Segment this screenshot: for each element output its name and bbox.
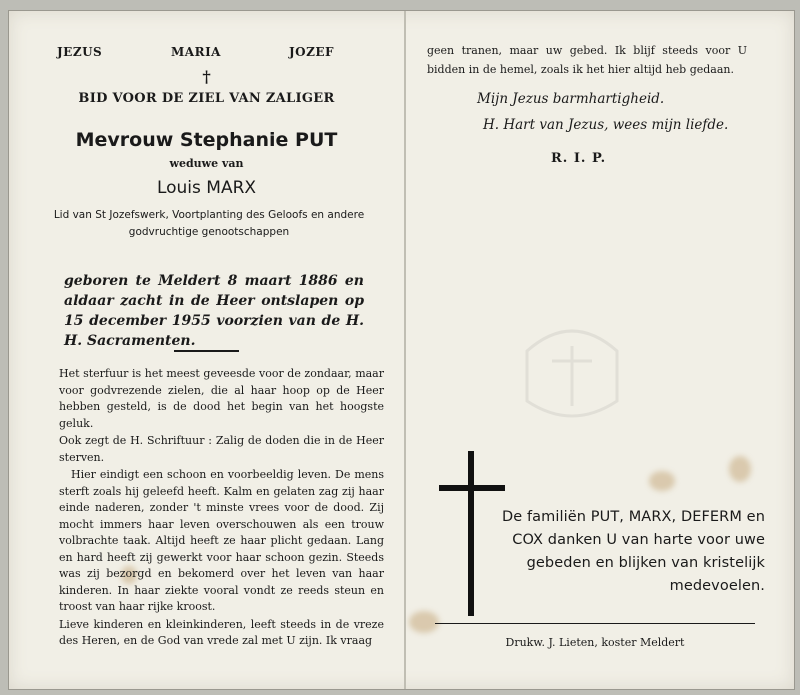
card-fold [404, 11, 406, 689]
name-jozef: JOZEF [289, 45, 335, 59]
deceased-name: Mevrouw Stephanie PUT [75, 129, 338, 151]
husband-name: Louis MARX [156, 178, 257, 198]
memorial-card [8, 10, 795, 690]
widow-of-label: weduwe van [169, 157, 244, 170]
birth-death-text: geboren te Meldert 8 maart 1886 en aldaar zacht in de Heer ontslapen op 15 december 1955 voorzien van de H. H. Sacramenten. [64, 273, 364, 349]
prayer-line-2: H. Hart van Jezus, wees mijn liefde. [483, 117, 729, 133]
right-page [407, 11, 794, 689]
prayer-line-1: Mijn Jezus barmhartigheid. [477, 91, 665, 107]
printer-credit: Drukw. J. Lieten, koster Meldert [505, 636, 685, 649]
paragraph: Lieve kinderen en kleinkinderen, leeft steeds in de vreze des Heren, en de God van vrede zal met U zijn. Ik vraag [59, 617, 384, 647]
eulogy-text [59, 366, 384, 651]
prayer-heading: BID VOOR DE ZIEL VAN ZALIGER [78, 91, 335, 106]
rip-text: R. I. P. [551, 151, 607, 166]
continuation-text: geen tranen, maar uw gebed. Ik blijf steeds voor U bidden in de hemel, zoals ik het hier altijd heb gedaan. [427, 44, 747, 76]
faint-emblem-watermark [507, 311, 637, 431]
paragraph: Hier eindigt een schoon en voorbeeldig leven. De mens sterft zoals hij geleefd heeft. Kalm en gelaten zag zij haar einde naderen, zonder 't minste vrees voor de dood. Zij mocht immers haar leven overschouwen als een trouw volbrachte taak. Altijd heeft ze haar plicht gedaan. Lang en hard heeft zij gewerkt voor haar schoon gezin. Steeds was zij bezorgd en bekomerd over het leven van haar kinderen. In haar ziekte vooral vondt ze reeds steun en troost van haar rijke kroost. [59, 468, 384, 613]
paragraph: Ook zegt de H. Schriftuur : Zalig de doden die in de Heer sterven. [59, 434, 384, 464]
name-jezus: JEZUS [57, 45, 103, 59]
bottom-rule [435, 623, 755, 624]
family-thanks: De familiën PUT, MARX, DEFERM en COX danken U van harte voor uwe gebeden en blijken van kristelijk medevoelen. [501, 509, 765, 594]
small-cross-icon: † [202, 67, 211, 86]
left-page [9, 11, 404, 689]
name-maria: MARIA [171, 45, 221, 59]
paragraph: Het sterfuur is het meest geveesde voor de zondaar, maar voor godvrezende zielen, die al haar hoop op de Heer hebben gesteld, is de dood het begin van het hoogste geluk. [59, 367, 384, 430]
memberships: Lid van St Jozefswerk, Voortplanting des Geloofs en andere godvruchtige genootschappen [53, 209, 365, 238]
divider [174, 350, 239, 352]
